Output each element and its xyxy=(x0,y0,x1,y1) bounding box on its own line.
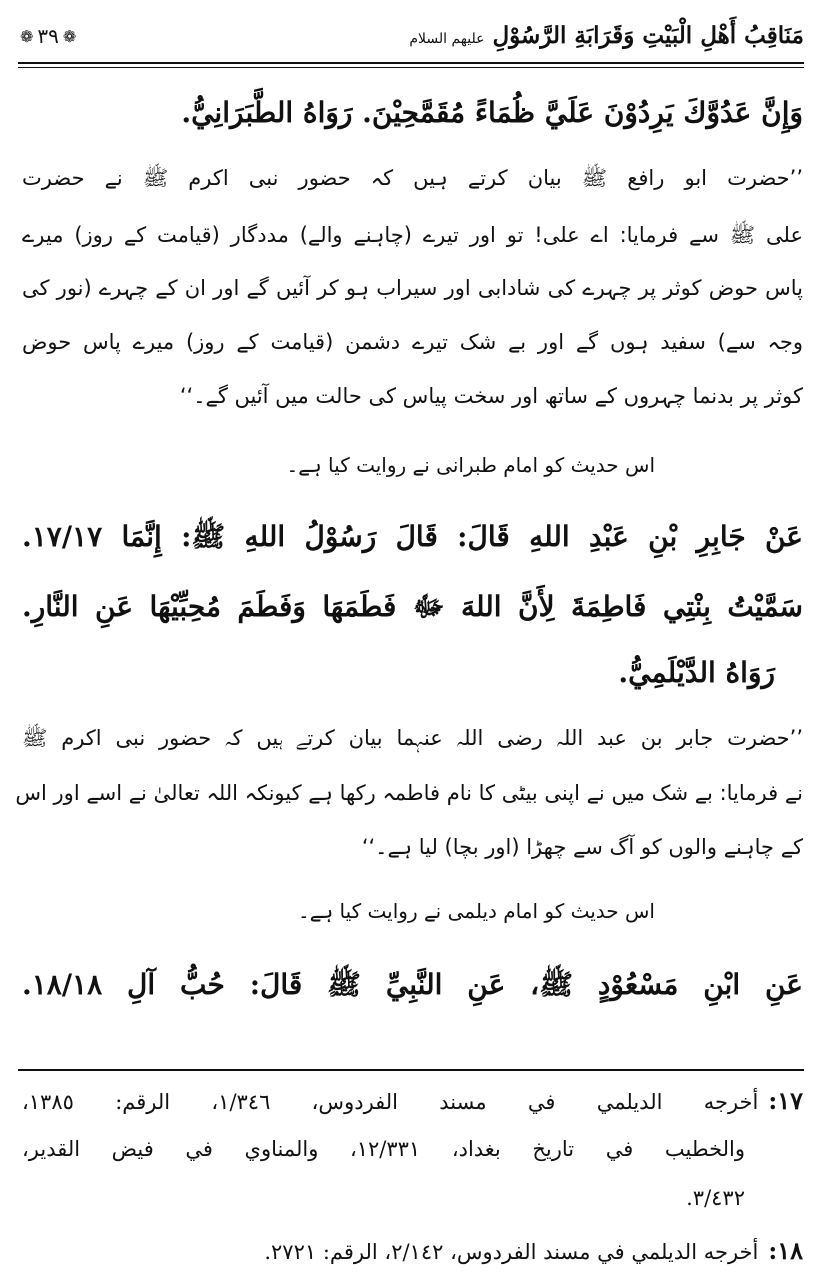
header-rule-thin xyxy=(18,67,804,68)
running-title-suffix: علیهم السلام xyxy=(409,31,485,47)
footnote-17-line-1 xyxy=(22,1086,803,1115)
running-title-text: مَنَاقِبُ أَهْلِ الْبَيْتِ وَقَرَابَةِ الرَّسُوْلِ xyxy=(492,22,804,49)
ornament-left-icon: ❁ xyxy=(20,26,34,46)
hadith16-urdu-line-2: علی ﷺ سے فرمایا: اے علی! تو اور تیرے (چاہنے والے) مددگار (قیامت کے روز) میرے xyxy=(22,223,803,247)
footnote-17-text-1: أخرجه الديلمي في مسند الفردوس، ١/٣٤٦، الرقم: ١٣٨٥، xyxy=(22,1090,759,1114)
footnote-18-number: ١٨: xyxy=(768,1236,803,1265)
footnote-rule xyxy=(18,1069,804,1071)
hadith18-arabic-text: عَنِ ابْنِ مَسْعُوْدٍ ﷺ، عَنِ النَّبِيِّ ﷺ قَالَ: حُبُّ آلِ xyxy=(127,968,803,1001)
header-rule xyxy=(18,62,804,64)
footnote-17-line-3: ٣/٤٣٢. xyxy=(686,1186,745,1210)
ornament-right-icon: ❁ xyxy=(62,26,77,46)
hadith16-urdu-line-1: ’’حضرت ابو رافع ﷺ بیان کرتے ہیں کہ حضور نبی اکرم ﷺ نے حضرت xyxy=(22,166,803,190)
footnote-17-number: ١٧: xyxy=(768,1086,803,1115)
hadith17-arabic-line-3: رَوَاهُ الدَّيْلَمِيُّ. xyxy=(618,656,775,689)
hadith17-attribution: اس حدیث کو امام دیلمی نے روایت کیا ہے۔ xyxy=(298,899,655,923)
hadith18-arabic-line-1 xyxy=(22,968,803,1008)
hadith17-arabic-text-1: عَنْ جَابِرِ بْنِ عَبْدِ اللهِ قَالَ: قَالَ رَسُوْلُ اللهِ ﷺ: إِنَّمَا xyxy=(121,520,804,553)
hadith17-arabic-line-1 xyxy=(22,520,803,560)
page-number xyxy=(20,24,76,48)
hadith16-urdu-line-4: وجہ سے) سفید ہوں گے اور بے شک تیرے دشمن (قیامت کے روز) میرے پاس حوض xyxy=(22,330,803,354)
footnote-17-line-2: والخطيب في تاريخ بغداد، ١٢/٣٣١، والمناوي في فيض القدير، xyxy=(22,1137,746,1161)
hadith16-attribution: اس حدیث کو امام طبرانی نے روایت کیا ہے۔ xyxy=(286,453,655,477)
hadith18-number: ١٨/١٨. xyxy=(22,968,103,1001)
hadith16-arabic-end: وَإِنَّ عَدُوَّكَ يَرِدُوْنَ عَلَيَّ ظُمَاءً مُقَمَّحِيْنَ. رَوَاهُ الطَّبَرَانِيُّ. xyxy=(181,96,803,129)
hadith17-number: ١٧/١٧. xyxy=(22,520,103,553)
page-header xyxy=(18,18,804,60)
footnote-18-line-1 xyxy=(22,1236,803,1265)
page-number-text: ٣٩ xyxy=(37,24,59,48)
hadith16-urdu-line-3: پاس حوض کوثر پر چہرے کی شادابی اور سیراب ہو کر آئیں گے اور ان کے چہرے (نور کی xyxy=(22,276,803,300)
hadith17-urdu-line-3: کے چاہنے والوں کو آگ سے چھڑا (اور بچا) لیا ہے۔‘‘ xyxy=(361,835,803,859)
hadith17-urdu-line-1: ’’حضرت جابر بن عبد اللہ رضی اللہ عنہما بیان کرتے ہیں کہ حضور نبی اکرم ﷺ xyxy=(22,726,803,750)
footnote-18-text-1: أخرجه الديلمي في مسند الفردوس، ٢/١٤٢، الرقم: ٢٧٢١. xyxy=(264,1240,759,1264)
hadith16-urdu-line-5: کوثر پر بدنما چہروں کے ساتھ اور سخت پیاس کی حالت میں آئیں گے۔‘‘ xyxy=(179,384,803,408)
hadith17-urdu-line-2: نے فرمایا: بے شک میں نے اپنی بیٹی کا نام فاطمہ رکھا ہے کیونکہ اللہ تعالیٰ نے اسے اور اس xyxy=(15,781,803,805)
hadith17-arabic-line-2: سَمَّيْتُ بِنْتِي فَاطِمَةَ لِأَنَّ اللهَ ﷻ فَطَمَهَا وَفَطَمَ مُحِبِّيْهَا عَنِ النَّارِ. xyxy=(22,590,803,623)
running-title xyxy=(409,22,804,49)
